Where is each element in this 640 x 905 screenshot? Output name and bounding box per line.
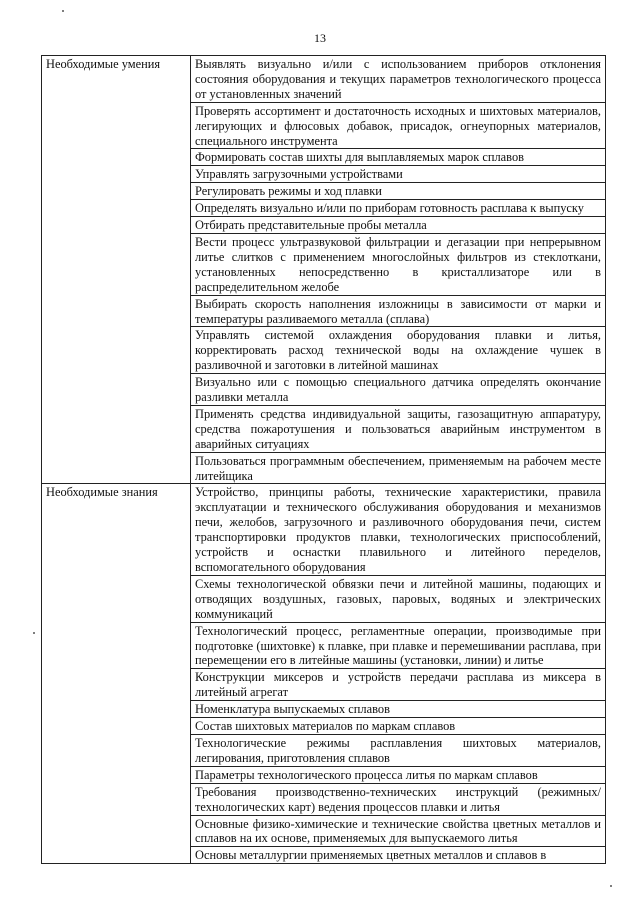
requirement-item: Формировать состав шихты для выплавляемых марок сплавов [191, 149, 606, 166]
requirement-item: Регулировать режимы и ход плавки [191, 183, 606, 200]
requirement-item: Требования производственно-технических инструкций (режимных/технологических карт) ведения процессов плавки и литья [191, 783, 606, 815]
requirement-item: Управлять системой охлаждения оборудования плавки и литья, корректировать расход технической воды на охлаждение чушек в разливочной и заготовки в литейной машинах [191, 327, 606, 374]
section-label: Необходимые умения [42, 56, 191, 484]
requirement-item: Основы металлургии применяемых цветных металлов и сплавов в [191, 847, 606, 864]
requirement-item: Вести процесс ультразвуковой фильтрации и дегазации при непрерывном литье слитков с применением многослойных фильтров из стеклоткани, установленных непосредственно в кристаллизаторе или в распределительном желобе [191, 233, 606, 295]
requirement-item: Определять визуально и/или по приборам готовность расплава к выпуску [191, 200, 606, 217]
requirement-item: Отбирать представительные пробы металла [191, 217, 606, 234]
requirement-item: Выбирать скорость наполнения изложницы в зависимости от марки и температуры разливаемого металла (сплава) [191, 295, 606, 327]
requirement-item: Применять средства индивидуальной защиты, газозащитную аппаратуру, средства пожаротушения и пользоваться аварийным инструментом в аварийных ситуациях [191, 405, 606, 452]
requirement-item: Управлять загрузочными устройствами [191, 166, 606, 183]
competency-table [41, 55, 606, 864]
requirement-item: Технологический процесс, регламентные операции, производимые при подготовке (шихтовке) к плавке, при плавке и перемешивании расплава, при перемещении его в литейные машины (установки, линии) и литье [191, 622, 606, 669]
scan-speck [33, 632, 35, 634]
requirement-item: Проверять ассортимент и достаточность исходных и шихтовых материалов, легирующих и флюсовых добавок, присадок, огнеупорных материалов, специального инструмента [191, 102, 606, 149]
requirement-item: Состав шихтовых материалов по маркам сплавов [191, 718, 606, 735]
requirement-item: Конструкции миксеров и устройств передачи расплава из миксера в литейный агрегат [191, 669, 606, 701]
requirement-item: Технологические режимы расплавления шихтовых материалов, легирования, приготовления сплавов [191, 734, 606, 766]
section-label: Необходимые знания [42, 484, 191, 864]
table-row [42, 484, 606, 575]
requirement-item: Устройство, принципы работы, технические характеристики, правила эксплуатации и технического обслуживания оборудования и механизмов печи, желобов, загрузочного и разливочного оборудования печи, систем транспортировки продуктов плавки, технологических приспособлений, устройств и оснастки плавильного и литейного переделов, вспомогательного оборудования [191, 484, 606, 575]
page-number: 13 [314, 31, 326, 45]
requirement-item: Основные физико-химические и технические свойства цветных металлов и сплавов на их основе, применяемых для выпускаемого литья [191, 815, 606, 847]
table-row [42, 56, 606, 103]
scan-speck [62, 10, 64, 12]
requirement-item: Пользоваться программным обеспечением, применяемым на рабочем месте литейщика [191, 452, 606, 484]
scan-speck [610, 885, 612, 887]
requirement-item: Параметры технологического процесса литья по маркам сплавов [191, 766, 606, 783]
requirement-item: Выявлять визуально и/или с использованием приборов отклонения состояния оборудования и текущих параметров технологического процесса от установленных значений [191, 56, 606, 103]
requirement-item: Схемы технологической обвязки печи и литейной машины, подающих и отводящих воздушных, газовых, паровых, водяных и электрических коммуникаций [191, 575, 606, 622]
competency-table-body [42, 56, 606, 864]
requirement-item: Визуально или с помощью специального датчика определять окончание разливки металла [191, 374, 606, 406]
requirement-item: Номенклатура выпускаемых сплавов [191, 701, 606, 718]
